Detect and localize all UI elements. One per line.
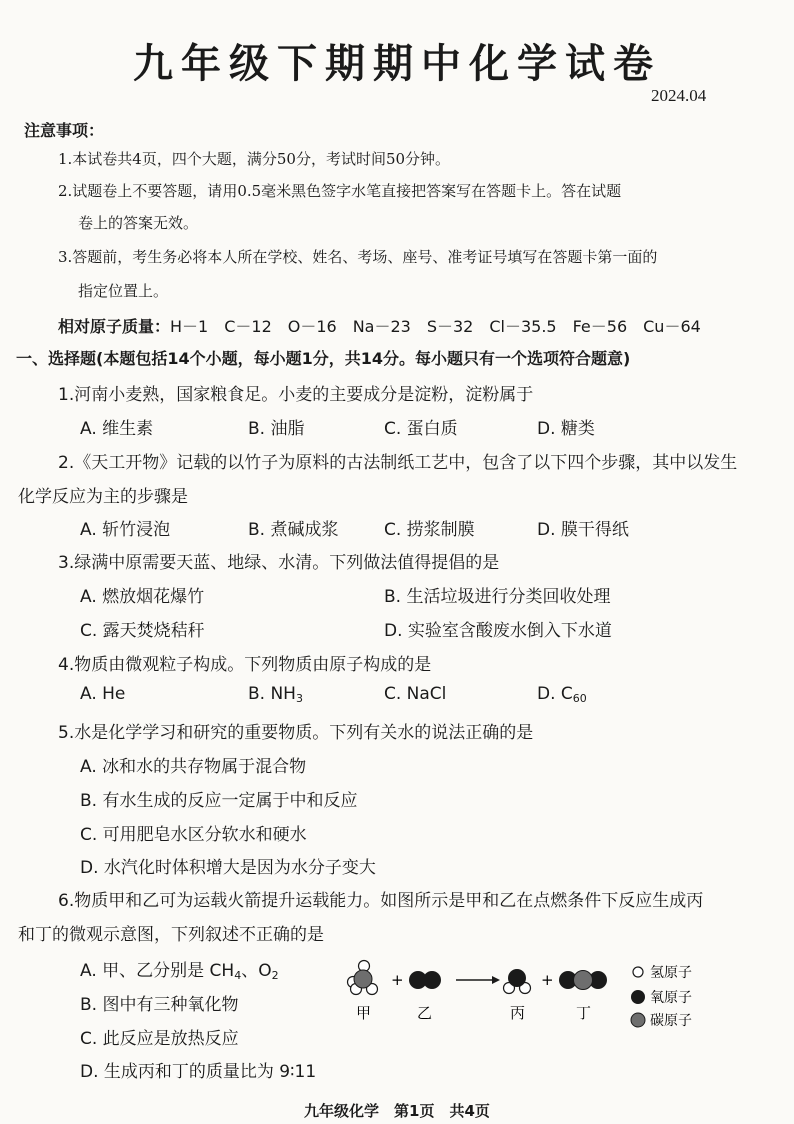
- legend-carbon-label: 碳原子: [650, 1013, 692, 1028]
- molecule-yi: [409, 971, 441, 989]
- label-jia: 甲: [356, 1004, 372, 1022]
- notice-item-3: 3.答题前，考生务必将本人所在学校、姓名、考场、座号、准考证号填写在答题卡第一面的: [58, 248, 658, 266]
- legend-oxygen-label: 氧原子: [650, 990, 692, 1006]
- q1-option-c: C. 蛋白质: [384, 419, 458, 439]
- q3-option-d: D. 实验室含酸废水倒入下水道: [384, 621, 612, 641]
- yi-oxygen-2: [423, 971, 441, 989]
- question-2-stem-cont: 化学反应为主的步骤是: [18, 487, 188, 507]
- q3-option-b: B. 生活垃圾进行分类回收处理: [384, 587, 611, 607]
- question-6-stem-cont: 和丁的微观示意图，下列叙述不正确的是: [18, 925, 324, 945]
- section-heading: 一、选择题(本题包括14个小题，每小题1分，共14分。每小题只有一个选项符合题意): [16, 349, 631, 368]
- question-6-stem: 6.物质甲和乙可为运载火箭提升运载能力。如图所示是甲和乙在点燃条件下反应生成丙: [58, 891, 704, 911]
- q1-option-d: D. 糖类: [537, 419, 595, 439]
- atomic-mass-label: 相对原子质量：: [58, 317, 171, 336]
- q5-option-a: A. 冰和水的共存物属于混合物: [80, 757, 307, 777]
- atomic-mass-values: H－1 C－12 O－16 Na－23 S－32 Cl－35.5 Fe－56 Cu－64: [170, 317, 701, 336]
- q6-option-a-subscript-1: 4: [234, 969, 242, 982]
- q4-option-c: C. NaCl: [384, 684, 447, 704]
- atom-legend: [631, 965, 692, 1028]
- ding-carbon: [574, 971, 593, 990]
- q2-option-b: B. 煮碱成浆: [248, 520, 339, 540]
- question-1-stem: 1.河南小麦熟，国家粮食足。小麦的主要成分是淀粉，淀粉属于: [58, 385, 534, 405]
- q4-option-d: [537, 684, 587, 705]
- q5-option-c: C. 可用肥皂水区分软水和硬水: [80, 825, 307, 845]
- notice-item-1: 1.本试卷共4页，四个大题，满分50分，考试时间50分钟。: [58, 150, 451, 168]
- q5-option-d: D. 水汽化时体积增大是因为水分子变大: [80, 858, 376, 878]
- legend-hydrogen-swatch: [633, 967, 643, 977]
- bing-oxygen: [508, 969, 526, 987]
- notice-heading: 注意事项：: [24, 121, 105, 140]
- q4-option-b: [248, 684, 303, 705]
- q6-option-c: C. 此反应是放热反应: [80, 1029, 239, 1049]
- legend-oxygen-swatch: [631, 990, 645, 1004]
- q4-option-b-text: B. NH: [248, 684, 296, 704]
- legend-hydrogen-label: 氢原子: [650, 965, 692, 981]
- q2-option-d: D. 膜干得纸: [537, 520, 629, 540]
- molecule-bing: [504, 969, 531, 994]
- molecule-jia: [348, 961, 378, 995]
- notice-item-3-cont: 指定位置上。: [78, 282, 169, 300]
- q6-option-a-text: A. 甲、乙分别是 CH: [80, 961, 235, 981]
- q6-option-a-text-2: 、O: [241, 961, 272, 981]
- page-footer: 九年级化学 第1页 共4页: [304, 1102, 490, 1120]
- q4-option-a: A. He: [80, 684, 126, 704]
- q3-option-a: A. 燃放烟花爆竹: [80, 587, 205, 607]
- notice-item-2-cont: 卷上的答案无效。: [78, 214, 199, 232]
- q6-option-d: D. 生成丙和丁的质量比为 9∶11: [80, 1062, 317, 1082]
- q4-option-d-text: D. C: [537, 684, 573, 704]
- q3-option-c: C. 露天焚烧秸秆: [80, 621, 205, 641]
- notice-item-2: 2.试题卷上不要答题，请用0.5毫米黑色签字水笔直接把答案写在答题卡上。答在试题: [58, 182, 622, 200]
- q5-option-b: B. 有水生成的反应一定属于中和反应: [80, 791, 358, 811]
- legend-carbon-swatch: [631, 1013, 645, 1027]
- question-5-stem: 5.水是化学学习和研究的重要物质。下列有关水的说法正确的是: [58, 723, 534, 743]
- label-yi: 乙: [417, 1004, 433, 1022]
- question-3-stem: 3.绿满中原需要天蓝、地绿、水清。下列做法值得提倡的是: [58, 553, 500, 573]
- page-title: 九年级下期期中化学试卷: [133, 41, 661, 87]
- q4-option-d-subscript: 60: [572, 692, 587, 705]
- q6-option-a-subscript-2: 2: [271, 969, 279, 982]
- plus-sign-2: +: [541, 971, 554, 989]
- q6-option-b: B. 图中有三种氧化物: [80, 995, 239, 1015]
- q1-option-b: B. 油脂: [248, 419, 305, 439]
- exam-date: 2024.04: [651, 86, 707, 105]
- q2-option-c: C. 捞浆制膜: [384, 520, 475, 540]
- question-2-stem: 2.《天工开物》记载的以竹子为原料的古法制纸工艺中，包含了以下四个步骤，其中以发生: [58, 453, 738, 473]
- q2-option-a: A. 斩竹浸泡: [80, 520, 171, 540]
- molecule-ding: [559, 971, 607, 990]
- label-ding: 丁: [576, 1004, 592, 1022]
- q6-option-a: [80, 956, 279, 982]
- jia-carbon: [354, 970, 372, 988]
- label-bing: 丙: [510, 1004, 526, 1022]
- q1-option-a: A. 维生素: [80, 419, 154, 439]
- reaction-arrow: [456, 976, 500, 984]
- q4-option-b-subscript: 3: [295, 692, 303, 705]
- plus-sign-1: +: [391, 971, 404, 989]
- question-4-stem: 4.物质由微观粒子构成。下列物质由原子构成的是: [58, 655, 432, 675]
- reaction-diagram: [336, 958, 716, 1028]
- atomic-mass-line: [58, 314, 701, 337]
